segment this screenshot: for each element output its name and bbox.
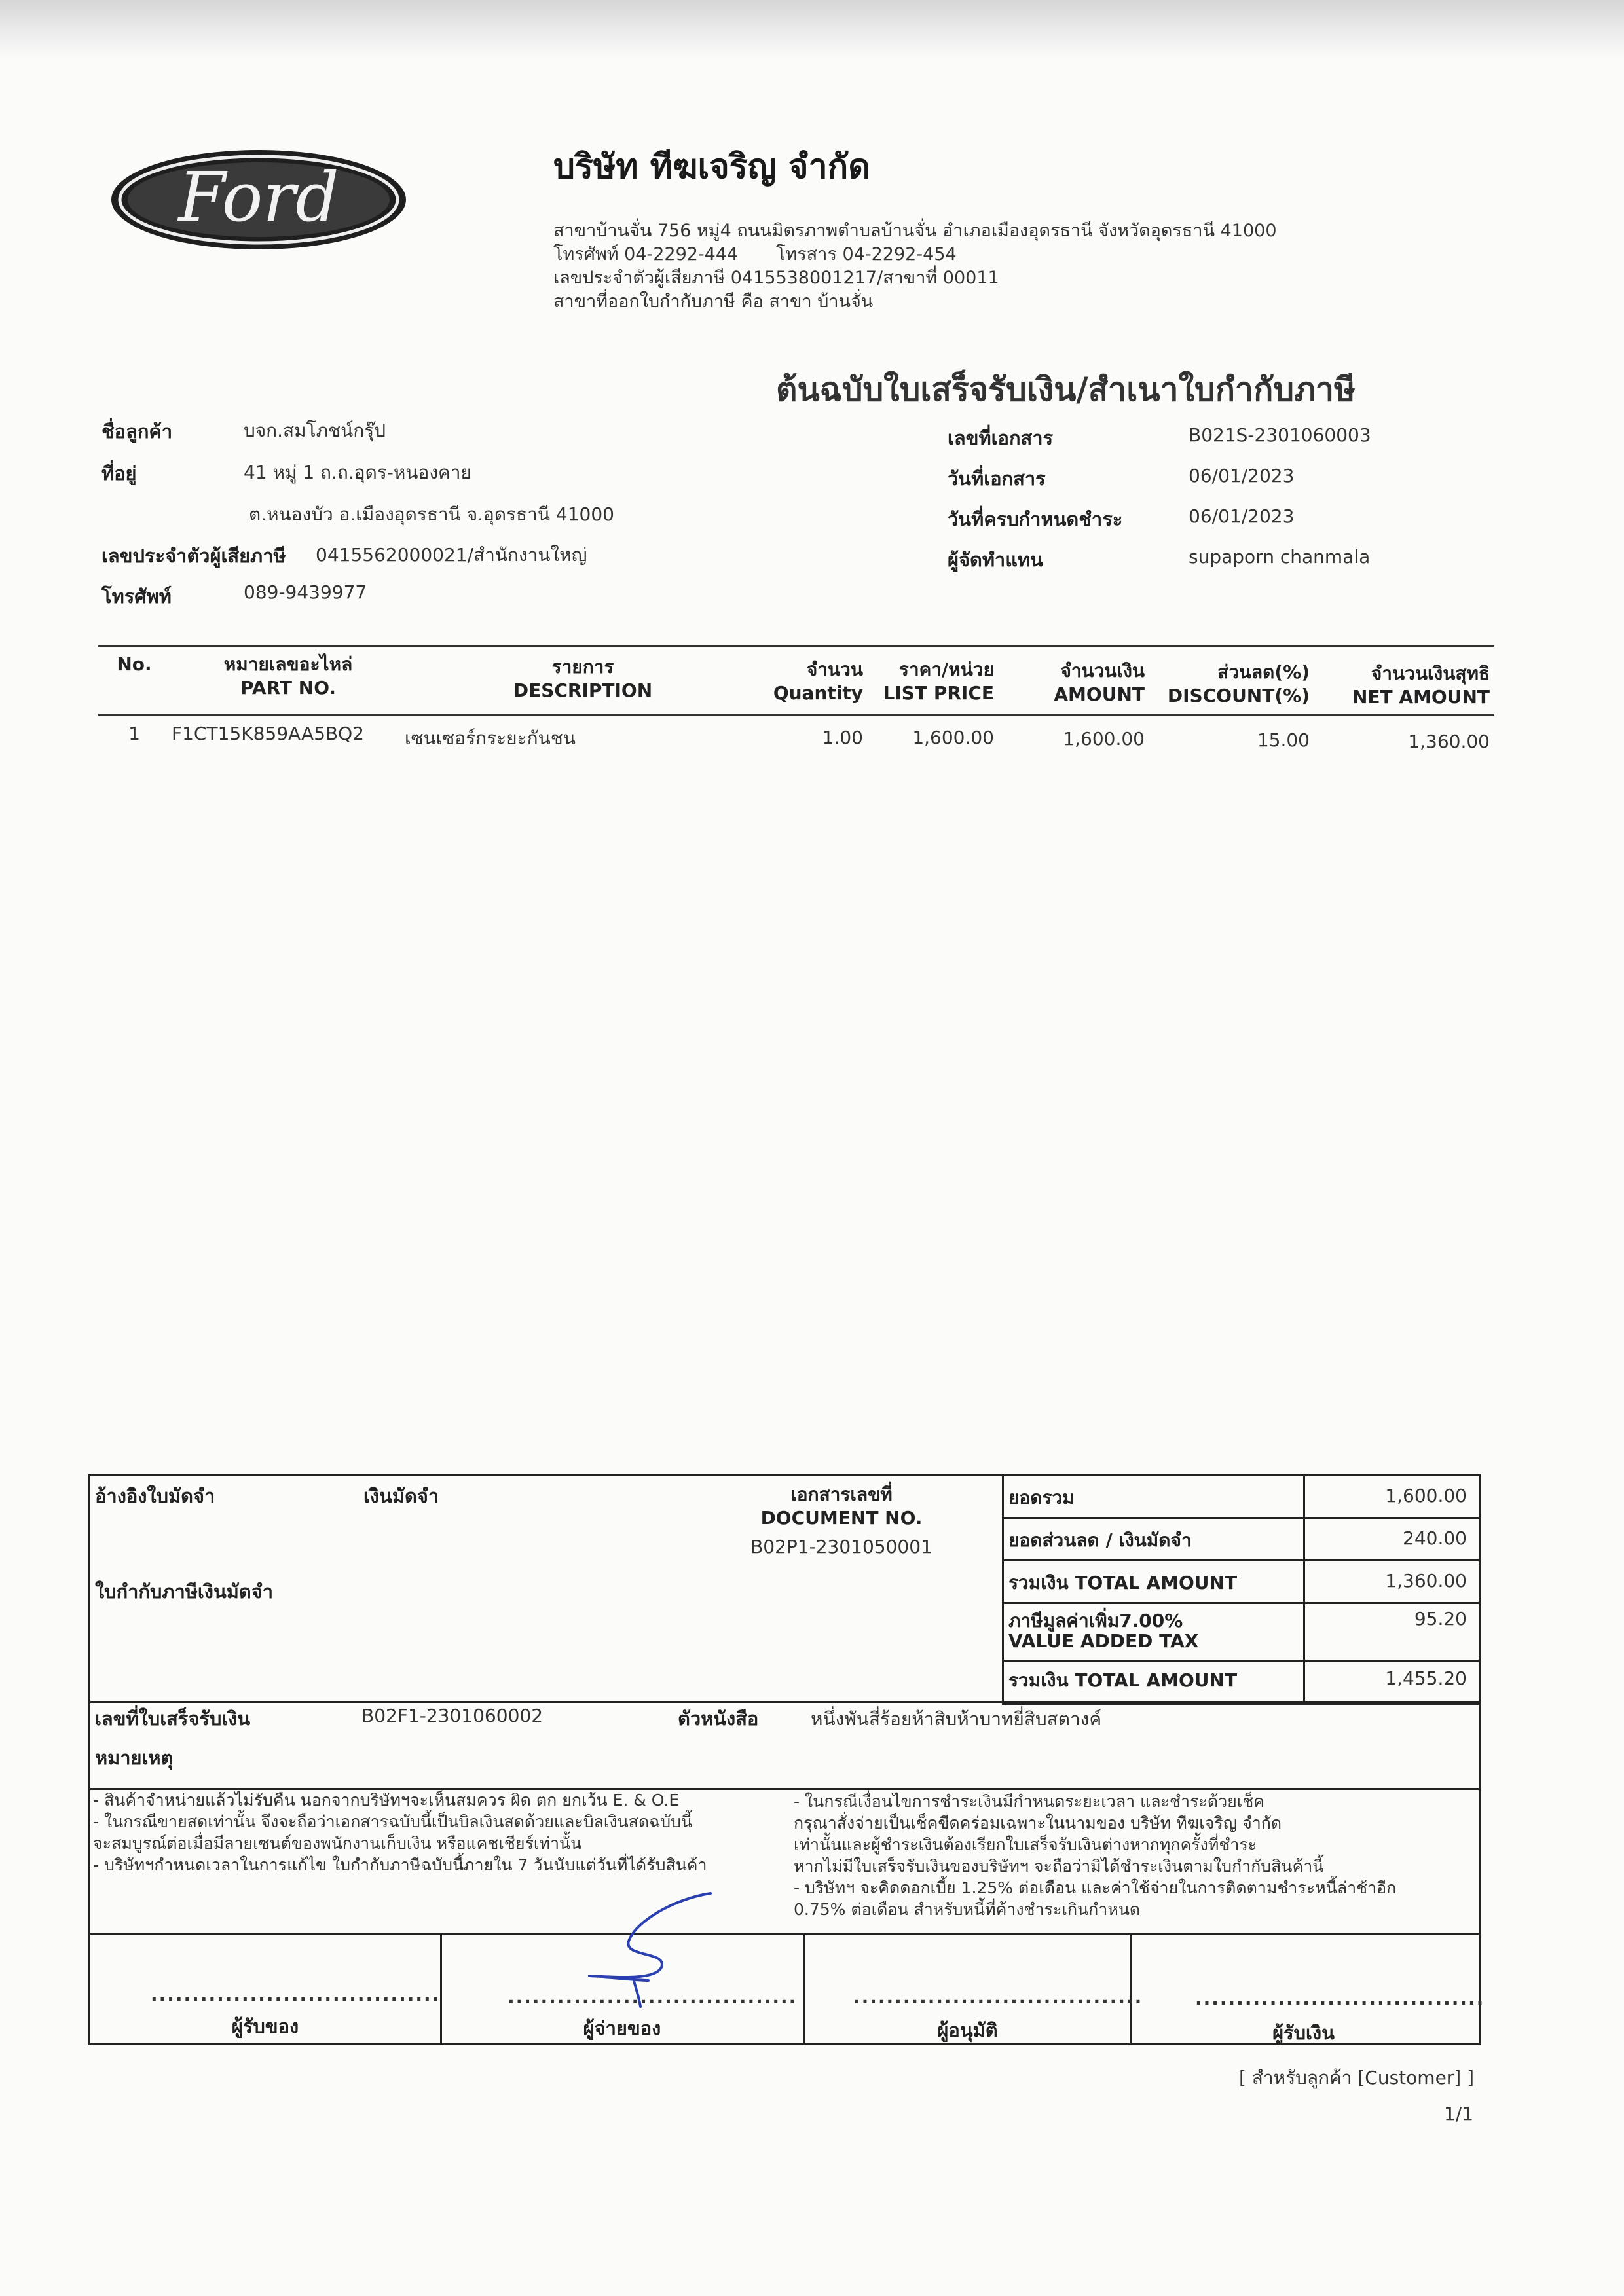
table-header-rule [98,714,1494,716]
customer-name: บจก.สมโภชน์กรุ๊ป [244,420,386,441]
customer-tax-id: 0415562000021/สำนักงานใหญ่ [316,544,587,566]
document-no-label-th: เอกสารเลขที่ [790,1484,893,1505]
note-left-line: - บริษัทฯกำหนดเวลาในการแก้ไข ใบกำกับภาษีฉบับนี้ภายใน 7 วันนับแต่วันที่ได้รับสินค้า [93,1855,707,1874]
receipt-no-label: เลขที่ใบเสร็จรับเงิน [95,1707,251,1730]
vat-label-en: VALUE ADDED TAX [1008,1630,1199,1652]
customer-phone-label: โทรศัพท์ [101,585,172,608]
subtotal-label: ยอดรวม [1008,1487,1075,1508]
customer-copy-label: [ สำหรับลูกค้า [Customer] ] [1239,2067,1475,2088]
customer-address-label: ที่อยู่ [101,462,137,484]
col-net-header-en: NET AMOUNT [1352,686,1490,708]
row-part-no: F1CT15K859AA5BQ2 [172,723,364,744]
note-right-line: เท่านั้นและผู้ชำระเงินต้องเรียกใบเสร็จรับเงินต่างหากทุกครั้งที่ชำระ [794,1835,1257,1854]
col-qty-header-en: Quantity [773,682,863,704]
note-right-line: - ในกรณีเงื่อนไขการชำระเงินมีกำหนดระยะเวลา และชำระด้วยเช็ค [794,1792,1265,1811]
document-no-label-en: DOCUMENT NO. [760,1507,923,1529]
due-date-label: วันที่ครบกำหนดชำระ [948,508,1123,530]
col-desc-header-th: รายการ [551,656,614,678]
page-number: 1/1 [1444,2103,1474,2124]
totals-rule-2 [1002,1559,1479,1561]
totals-rule-3 [1002,1602,1479,1604]
collector-label: ผู้รับเงิน [1272,2022,1335,2044]
table-top-rule [98,645,1494,647]
discount-deposit-label: ยอดส่วนลด / เงินมัดจำ [1008,1529,1192,1551]
company-phone: โทรศัพท์ 04-2292-444 [553,244,739,264]
col-no-header: No. [117,653,152,675]
receiver-sign-line: ................................... [151,1984,441,2005]
note-right-line: กรุณาสั่งจ่ายเป็นเช็คขีดคร่อมเฉพาะในนามของ บริษัท ทีฆเจริญ จำกัด [794,1813,1282,1832]
customer-name-label: ชื่อลูกค้า [101,420,173,443]
remark-label: หมายเหตุ [95,1747,174,1769]
col-part-header-th: หมายเลขอะไหล่ [223,653,353,675]
row-list-price: 1,600.00 [912,727,994,748]
col-amount-header-th: จำนวนเงิน [1060,660,1145,682]
col-discount-header-th: ส่วนลด(%) [1217,661,1310,683]
note-right-line: หากไม่มีใบเสร็จรับเงินของบริษัทฯ จะถือว่ามิได้ชำระเงินตามใบกำกับสินค้านี้ [794,1857,1324,1876]
row-description: เซนเซอร์กระยะกันชน [405,727,576,749]
col-desc-header-en: DESCRIPTION [513,680,653,701]
note-left-line: - ในกรณีขายสดเท่านั้น จึงจะถือว่าเอกสารฉบับนี้เป็นบิลเงินสดด้วยและบิลเงินสดฉบับนี้ [93,1812,693,1831]
approver-sign-line: ................................... [853,1986,1143,2008]
customer-tax-label: เลขประจำตัวผู้เสียภาษี [101,545,286,567]
note-right-line: - บริษัทฯ จะคิดดอกเบี้ย 1.25% ต่อเดือน และค่าใช้จ่ายในการติดตามชำระหนี้ล่าช้าอีก [794,1878,1397,1897]
approver-label: ผู้อนุมัติ [937,2019,998,2041]
row-amount: 1,600.00 [1063,728,1145,750]
subtotal-value: 1,600.00 [1385,1485,1467,1506]
total-amount-label: รวมเงิน TOTAL AMOUNT [1008,1572,1238,1594]
issuer-label: ผู้จ่ายของ [583,2017,661,2039]
row-qty: 1.00 [822,727,863,748]
totals-rule-4 [1002,1660,1479,1662]
col-price-header-en: LIST PRICE [883,682,994,704]
row-net-amount: 1,360.00 [1408,731,1490,752]
row-no: 1 [128,723,140,744]
col-amount-header-en: AMOUNT [1054,683,1145,705]
amount-in-words: หนึ่งพันสี่ร้อยห้าสิบห้าบาทยี่สิบสตางค์ [811,1708,1102,1730]
scan-shadow [0,0,1624,59]
discount-deposit-value: 240.00 [1403,1527,1467,1549]
customer-address-line1: 41 หมู่ 1 ถ.ถ.อุดร-หนองคาย [244,462,471,483]
col-price-header-th: ราคา/หน่วย [898,659,994,680]
deposit-tax-invoice-label: ใบกำกับภาษีเงินมัดจำ [95,1580,274,1603]
deposit-label: เงินมัดจำ [363,1485,439,1507]
col-qty-header-th: จำนวน [806,659,863,680]
company-tax-id: เลขประจำตัวผู้เสียภาษี 0415538001217/สาขาที่ 00011 [553,268,999,288]
document-title: ต้นฉบับใบเสร็จรับเงิน/สำเนาใบกำกับภาษี [776,371,1356,409]
doc-no: B021S-2301060003 [1189,424,1371,446]
receiver-label: ผู้รับของ [231,2015,299,2037]
company-name: บริษัท ทีฆเจริญ จำกัด [553,147,870,187]
vat-value: 95.20 [1414,1608,1467,1630]
note-left-line: จะสมบูรณ์ต่อเมื่อมีลายเซนต์ของพนักงานเก็บเงิน หรือแคชเชียร์เท่านั้น [93,1834,582,1853]
total-amount-value: 1,360.00 [1385,1570,1467,1592]
note-right-line: 0.75% ต่อเดือน สำหรับหนี้ที่ค้างชำระเกินกำหนด [794,1900,1141,1919]
col-discount-header-en: DISCOUNT(%) [1167,685,1310,706]
col-part-header-en: PART NO. [240,677,337,699]
grand-total-label: รวมเงิน TOTAL AMOUNT [1008,1669,1238,1691]
receipt-no: B02F1-2301060002 [361,1705,544,1726]
amount-in-words-label: ตัวหนังสือ [678,1707,759,1730]
agent-label: ผู้จัดทำแทน [948,549,1043,571]
customer-phone: 089-9439977 [244,581,367,603]
agent-name: supaporn chanmala [1189,546,1371,568]
col-net-header-th: จำนวนเงินสุทธิ [1371,663,1490,684]
vat-label: ภาษีมูลค่าเพิ่ม7.00% [1008,1610,1183,1631]
collector-sign-line: ................................... [1195,1988,1485,2009]
doc-date: 06/01/2023 [1189,465,1295,486]
deposit-ref-label: อ้างอิงใบมัดจำ [95,1485,215,1507]
issuer-sign-line: ................................... [507,1986,798,2008]
doc-date-label: วันที่เอกสาร [948,467,1046,490]
row-discount: 15.00 [1257,729,1310,751]
grand-total-value: 1,455.20 [1385,1667,1467,1689]
logo-text: Ford [178,157,339,237]
company-fax: โทรสาร 04-2292-454 [776,244,957,264]
notes-left [93,1789,787,1876]
footer-divider-3 [88,1933,1479,1935]
notes-right [794,1791,1475,1920]
document-no-value: B02P1-2301050001 [750,1536,932,1558]
doc-no-label: เลขที่เอกสาร [948,427,1054,449]
company-branch: สาขาที่ออกใบกำกับภาษี คือ สาขา บ้านจั่น [553,291,874,312]
due-date: 06/01/2023 [1189,505,1295,527]
company-address: สาขาบ้านจั่น 756 หมู่4 ถนนมิตรภาพตำบลบ้านจั่น อำเภอเมืองอุดรธานี จังหวัดอุดรธานี 41000 [553,221,1277,241]
handwritten-signature [563,1886,733,2010]
note-left-line: - สินค้าจำหน่ายแล้วไม่รับคืน นอกจากบริษัทฯจะเห็นสมควร ผิด ตก ยกเว้น E. & O.E [93,1791,680,1810]
totals-rule-1 [1002,1517,1479,1519]
customer-address-line2: ต.หนองบัว อ.เมืองอุดรธานี จ.อุดรธานี 41000 [249,503,614,525]
ford-logo [108,147,409,252]
